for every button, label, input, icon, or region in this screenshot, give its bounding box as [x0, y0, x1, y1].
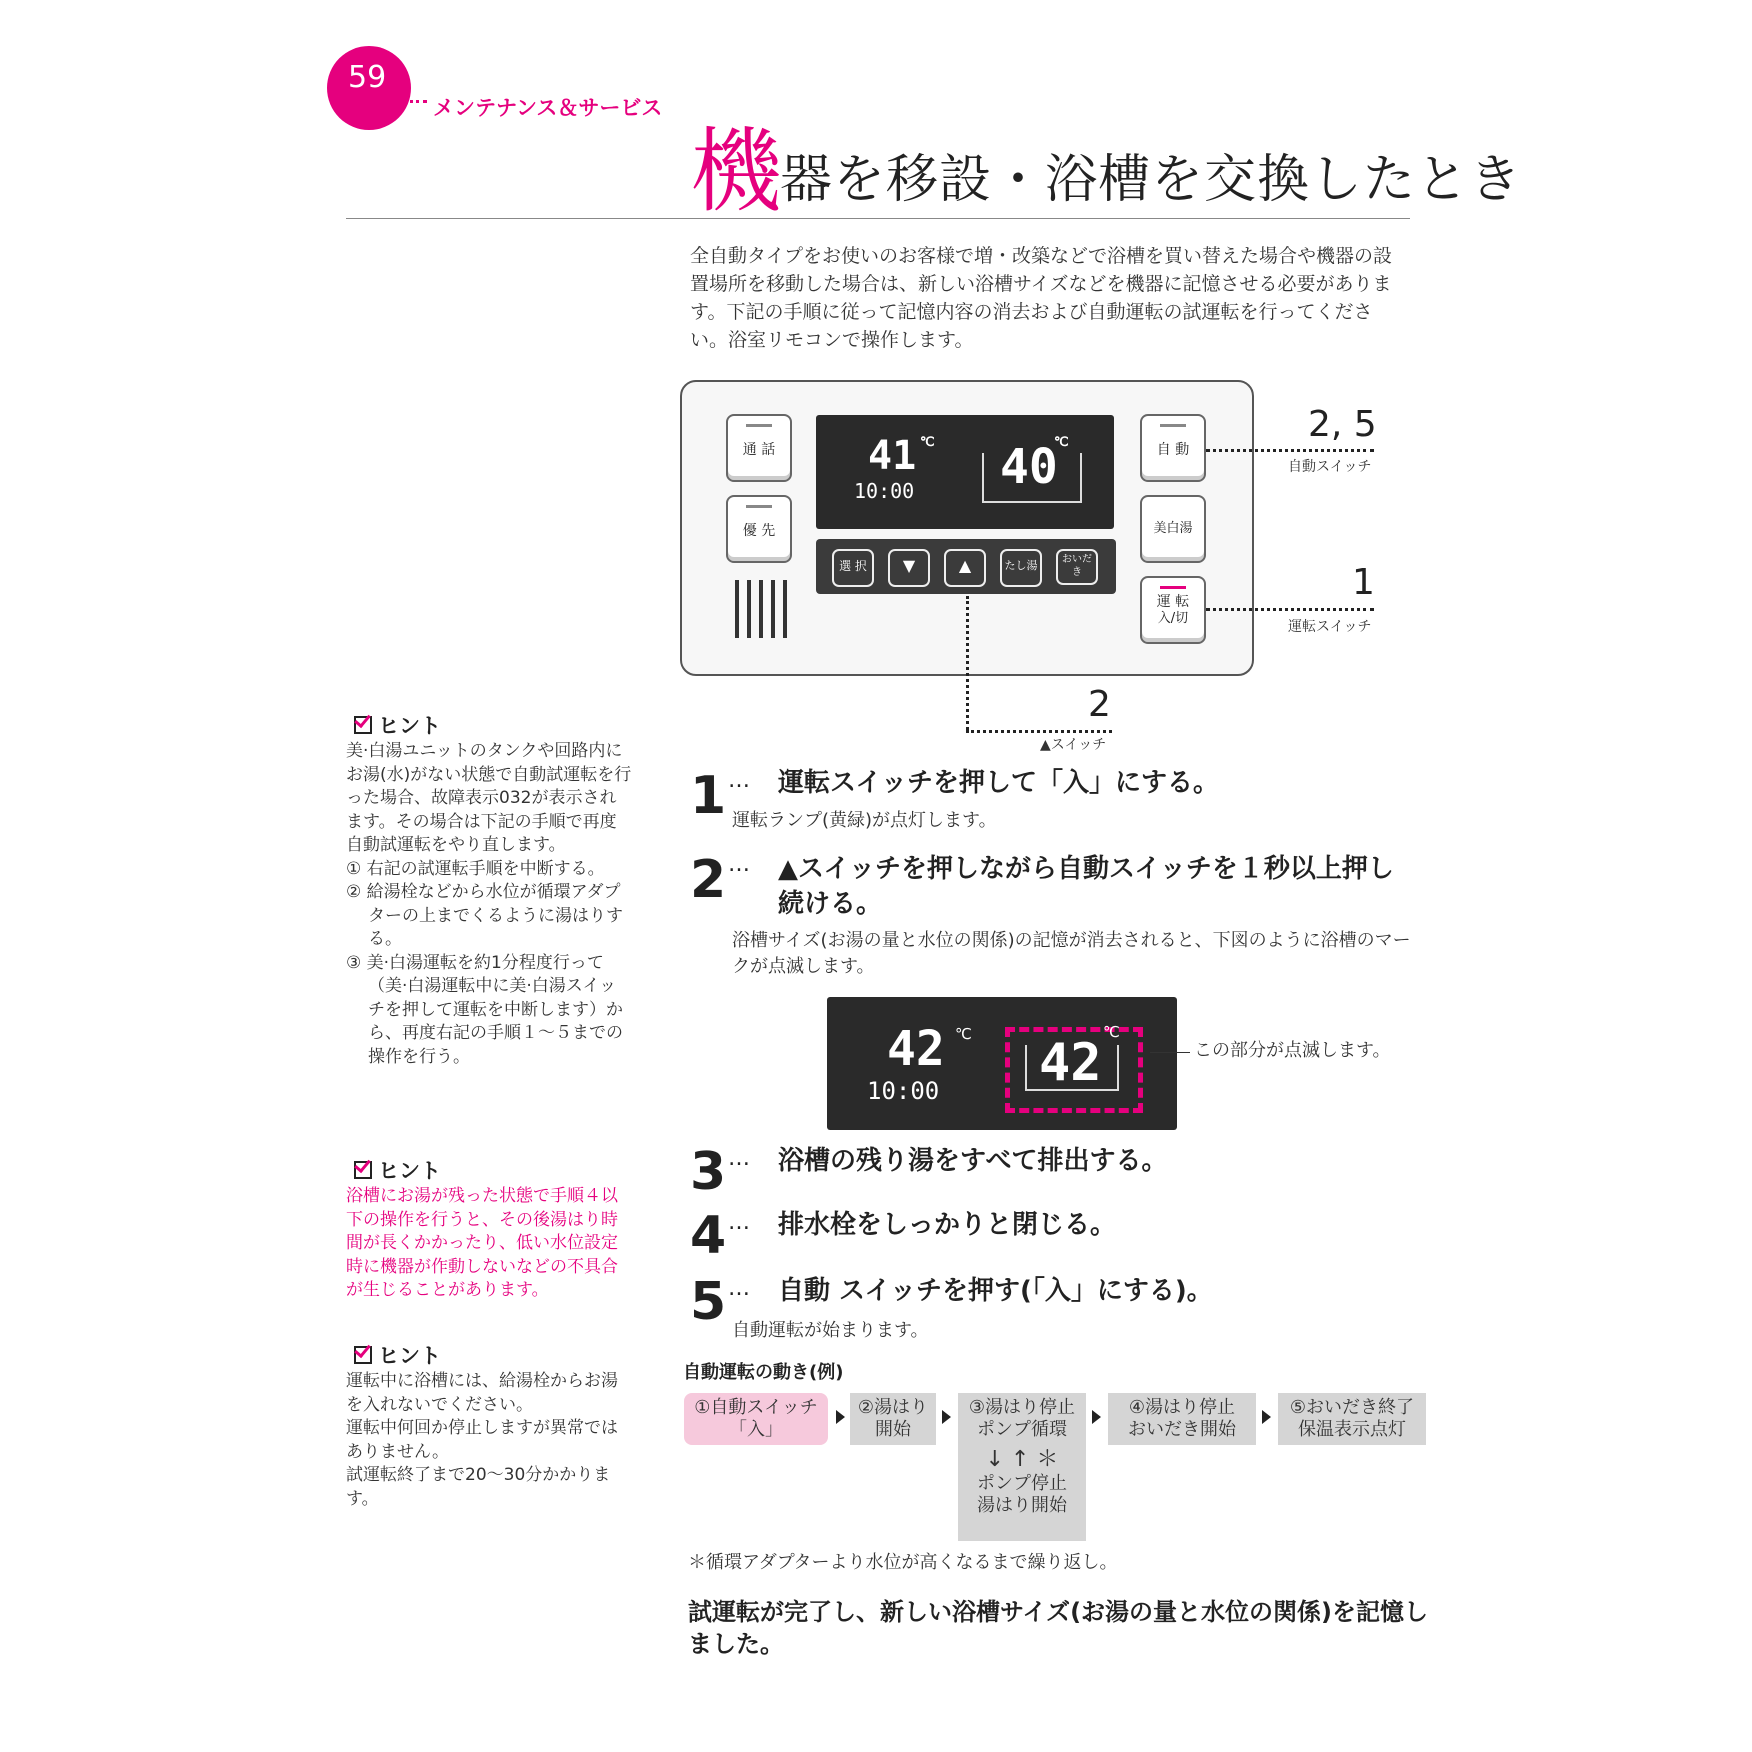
- callout-num-up: 2: [1088, 684, 1111, 725]
- intro-text: 全自動タイプをお使いのお客様で増・改築などで浴槽を買い替えた場合や機器の設置場所を移動した場合は、新しい浴槽サイズなどを機器に記憶させる必要があります。下記の手順に従って記憶内容の消去および自動運転の試運転を行ってください。浴室リモコンで操作します。: [690, 245, 1393, 351]
- lcd-clock: 10:00: [854, 479, 915, 503]
- hint-3-heading-text: ヒント: [378, 1344, 441, 1368]
- blink-leader-line: [1150, 1052, 1190, 1053]
- remote-lcd: [816, 415, 1114, 529]
- lcd2-bath-temp: 42: [1039, 1033, 1102, 1093]
- lcd-bath-temp: 40: [1000, 439, 1058, 495]
- lcd2-set-temp: 42: [887, 1021, 945, 1077]
- callout-line-up: [966, 730, 1112, 733]
- step-3-number: 3: [690, 1142, 727, 1202]
- hint-1-heading-text: ヒント: [378, 714, 441, 738]
- lcd2-clock: 10:00: [867, 1077, 940, 1105]
- step-2-number: 2: [690, 850, 727, 910]
- flow-step-1: [684, 1393, 828, 1445]
- callout-num-power: 1: [1352, 562, 1375, 603]
- flow-step-4-line2: おいだき開始: [1128, 1419, 1236, 1440]
- callout-line-power: [1206, 608, 1374, 611]
- step-5-note: 自動運転が始まります。: [732, 1320, 929, 1341]
- callout-line-up-vertical: [966, 596, 969, 730]
- lcd-unit-left: ℃: [920, 435, 935, 450]
- flow-loop-line1: ポンプ停止: [977, 1473, 1067, 1494]
- title-divider: [346, 218, 1410, 219]
- add-hot-water-button: たし湯: [1000, 549, 1042, 587]
- step-1-note: 運転ランプ(黄緑)が点灯します。: [732, 810, 997, 831]
- callout-label-up: ▲スイッチ: [1040, 737, 1107, 753]
- flow-loop-mark: ＊: [1036, 1447, 1059, 1472]
- priority-button: [726, 495, 792, 563]
- bihakuyu-button: [1140, 495, 1206, 563]
- flow-arrow-icon: [1092, 1410, 1101, 1424]
- step-1-title: 運転スイッチを押して「入」にする。: [778, 768, 1219, 798]
- call-button-label: 通 話: [742, 442, 776, 458]
- flow-step-2: [850, 1393, 936, 1445]
- hint-1-heading: [354, 710, 441, 740]
- flow-step-5-line2: 保温表示点灯: [1298, 1419, 1406, 1440]
- page-title: 器を移設・浴槽を交換したとき: [780, 150, 1523, 210]
- call-button: [726, 414, 792, 482]
- callout-num-auto: 2, 5: [1308, 404, 1377, 445]
- hint-3-body: [346, 1370, 632, 1511]
- hint-1-body: [346, 740, 632, 1069]
- hint-3-line: 試運転終了まで20〜30分かかります。: [346, 1465, 611, 1509]
- flow-step-5: [1278, 1393, 1426, 1445]
- auto-button: [1140, 414, 1206, 482]
- step-3-dots: …: [728, 1146, 750, 1171]
- keypad: [816, 539, 1116, 594]
- auto-button-label: 自 動: [1156, 442, 1190, 458]
- hint-1-line: ② 給湯栓などから水位が循環アダプターの上までくるように湯はりする。: [346, 882, 623, 949]
- lcd2-unit-right: ℃: [1103, 1023, 1120, 1041]
- flow-loop-line2: 湯はり開始: [977, 1495, 1067, 1516]
- flow-step-3-line1: ③湯はり停止: [968, 1397, 1076, 1418]
- flow-step-4: [1108, 1393, 1256, 1445]
- step-5-title: 自動 スイッチを押す(「入」にする)。: [778, 1276, 1213, 1306]
- select-button: 選 択: [832, 549, 874, 587]
- power-button-label: 運 転: [1156, 594, 1190, 610]
- step-4-dots: …: [728, 1210, 750, 1235]
- check-icon: [354, 1161, 372, 1179]
- power-button: [1140, 576, 1206, 644]
- step-2-dots: …: [728, 852, 750, 877]
- flow-arrow-icon: [836, 1410, 845, 1424]
- hint-1-line: 美·白湯ユニットのタンクや回路内にお湯(水)がない状態で自動試運転を行った場合、故障表示032が表示されます。その場合は下記の手順で再度自動試運転をやり直します。: [346, 741, 632, 855]
- title-initial: 機: [690, 118, 783, 225]
- check-icon: [354, 716, 372, 734]
- lcd-blinking-example: [827, 997, 1177, 1130]
- flow-step-3: [958, 1393, 1086, 1541]
- priority-button-label: 優 先: [742, 523, 776, 539]
- flow-step-2-line1: ②湯はり: [857, 1397, 929, 1418]
- flow-arrow-icon: [942, 1410, 951, 1424]
- flow-step-1-line1: ①自動スイッチ: [694, 1397, 818, 1418]
- hint-2-heading: [354, 1155, 441, 1185]
- hint-3-line: 運転中に浴槽には、給湯栓からお湯を入れないでください。: [346, 1371, 618, 1415]
- hint-1-line: ① 右記の試運転手順を中断する。: [346, 858, 605, 879]
- step-4-title: 排水栓をしっかりと閉じる。: [778, 1210, 1117, 1240]
- footnote: ＊循環アダプターより水位が高くなるまで繰り返し。: [688, 1552, 1118, 1573]
- hint-3-line: 運転中何回か停止しますが異常ではありません。: [346, 1418, 618, 1462]
- step-2-title: ▲スイッチを押しながら自動スイッチを１秒以上押し続ける。: [778, 854, 1394, 919]
- step-3-title: 浴槽の残り湯をすべて排出する。: [778, 1146, 1168, 1176]
- flow-step-5-line1: ⑤おいだき終了: [1289, 1397, 1415, 1418]
- flow-loop-arrows-icon: ↓ ↑ ＊: [985, 1447, 1059, 1472]
- down-button: ▼: [888, 549, 930, 587]
- flow-step-3-line2: ポンプ循環: [977, 1419, 1067, 1440]
- lcd-set-temp: 41: [868, 433, 917, 479]
- callout-label-auto: 自動スイッチ: [1288, 459, 1372, 475]
- flow-title: 自動運転の動き(例): [683, 1362, 844, 1383]
- hint-2-body: 浴槽にお湯が残った状態で手順４以下の操作を行うと、その後湯はり時間が長くかかったり、低い水位設定時に機器が作動しないなどの不具合が生じることがあります。: [346, 1186, 618, 1300]
- page-number: 59: [348, 60, 387, 95]
- section-dots: [367, 100, 427, 103]
- step-2-note: 浴槽サイズ(お湯の量と水位の関係)の記憶が消去されると、下図のように浴槽のマークが点滅します。: [732, 930, 1411, 977]
- up-button: ▲: [944, 549, 986, 587]
- callout-label-power: 運転スイッチ: [1288, 619, 1372, 635]
- step-5-dots: …: [728, 1276, 750, 1301]
- callout-line-auto: [1206, 449, 1374, 452]
- section-label: メンテナンス＆サービス: [433, 96, 663, 120]
- step-1-number: 1: [690, 766, 727, 826]
- hint-3-heading: [354, 1340, 441, 1370]
- flow-step-1-line2: 「入」: [729, 1419, 783, 1440]
- bihakuyu-label: 美白湯: [1153, 521, 1193, 536]
- power-button-sublabel: 入/切: [1157, 611, 1189, 626]
- speaker-grille: [733, 578, 793, 640]
- flow-arrow-icon: [1262, 1410, 1271, 1424]
- blink-note: この部分が点滅します。: [1194, 1040, 1391, 1061]
- check-icon: [354, 1346, 372, 1364]
- flow-step-2-line2: 開始: [875, 1419, 911, 1440]
- closing-statement: 試運転が完了し、新しい浴槽サイズ(お湯の量と水位の関係)を記憶しました。: [688, 1598, 1429, 1658]
- step-1-dots: …: [728, 768, 750, 793]
- lcd2-unit-left: ℃: [955, 1025, 972, 1043]
- reheat-button: おいだき: [1056, 549, 1098, 585]
- hint-2-heading-text: ヒント: [378, 1159, 441, 1183]
- step-4-number: 4: [690, 1206, 727, 1266]
- flow-step-4-line1: ④湯はり停止: [1128, 1397, 1236, 1418]
- lcd-unit-right: ℃: [1054, 435, 1069, 450]
- hint-1-line: ③ 美·白湯運転を約1分程度行って（美·白湯運転中に美·白湯スイッチを押して運転を中断します）から、再度右記の手順１〜５までの操作を行う。: [346, 952, 623, 1067]
- step-5-number: 5: [690, 1272, 727, 1332]
